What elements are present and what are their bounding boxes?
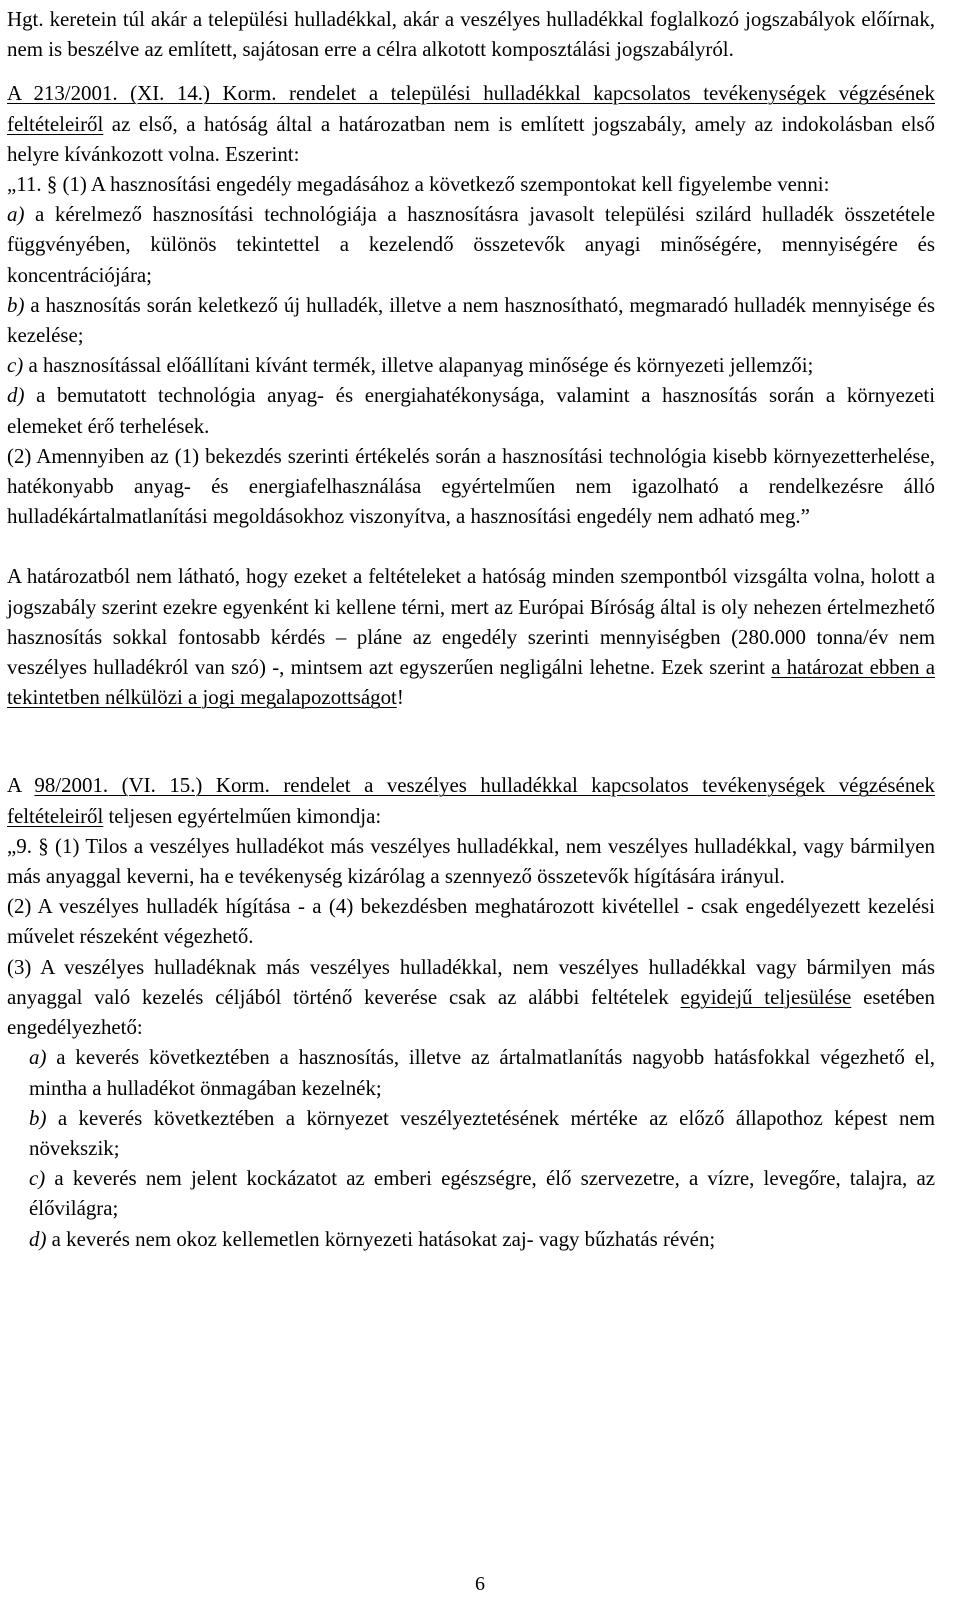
paragraph-text: ! bbox=[396, 685, 404, 710]
list-marker: d) bbox=[29, 1226, 47, 1251]
list-item-text: a hasznosítás során keletkező új hulladék, illetve a nem hasznosítható, megmaradó hulladék mennyisége és kezelése; bbox=[7, 292, 935, 348]
regulation-title-underlined: 98/2001. (VI. 15.) Korm. rendelet a veszélyes hulladékkal kapcsolatos tevékenységek végzésének feltételeiről bbox=[7, 773, 935, 828]
list-item-d bbox=[7, 380, 935, 440]
paragraph bbox=[7, 4, 935, 64]
underlined-conclusion: a határozat ebben a tekintetben nélkülözi a jogi megalapozottságot bbox=[7, 655, 936, 710]
regulation-title-underlined: A 213/2001. (XI. 14.) Korm. rendelet a települési hulladékkal kapcsolatos tevékenységek végzésének feltételeiről bbox=[7, 81, 935, 136]
list-marker: a) bbox=[7, 202, 25, 227]
quote-section-9 bbox=[7, 831, 935, 891]
list-marker: b) bbox=[7, 292, 25, 317]
list-item-c bbox=[7, 1163, 935, 1223]
page-number: 6 bbox=[475, 1573, 485, 1595]
paragraph-text: A határozatból nem látható, hogy ezeket a feltételeket a hatóság minden szempontból vizsgálta volna, holott a jogszabály szerint ezekre egyenként ki kellene térni, mert az Európai Bíróság által is oly nehezen értelmezhető hasznosítás sokkal fontosabb kérdés – pláne az engedély szerinti mennyiségben (280.000 tonna/év nem veszélyes hulladékról van szó) -, mintsem azt egyszerűen negligálni lehetne. Ezek szerint bbox=[7, 564, 935, 680]
list-item-a bbox=[7, 199, 935, 290]
list-item-text: a hasznosítással előállítani kívánt termék, illetve alapanyag minősége és környezeti jellemzői; bbox=[23, 353, 814, 378]
paragraph-assessment bbox=[7, 561, 935, 712]
list-marker: a) bbox=[29, 1045, 47, 1070]
paragraph-text: Hgt. keretein túl akár a települési hulladékkal, akár a veszélyes hulladékkal foglalkozó jogszabályok előírnak, nem is beszélve az említett, sajátosan erre a célra alkotott komposztálási jogszabályról. bbox=[7, 7, 935, 62]
paragraph-text: „9. § (1) Tilos a veszélyes hulladékot más veszélyes hulladékkal, nem veszélyes hulladékkal, vagy bármilyen más anyaggal keverni, ha e tevékenység kizárólag a szennyező összetevők hígítására irányul. bbox=[7, 833, 935, 889]
list-item-text: a keverés következtében a környezet veszélyeztetésének mértéke az előző állapothoz képest nem növekszik; bbox=[29, 1105, 935, 1160]
underlined-phrase: egyidejű teljesülése bbox=[680, 984, 852, 1009]
list-item-b bbox=[7, 1103, 935, 1163]
list-item-text: a bemutatott technológia anyag- és energiahatékonysága, valamint a hasznosítás során a környezeti elemeket érő terhelések. bbox=[7, 383, 935, 438]
paragraph-98-2001 bbox=[7, 770, 935, 830]
paragraph-3 bbox=[7, 952, 935, 1043]
list-item-text: a keverés nem okoz kellemetlen környezeti hatásokat zaj- vagy bűzhatás révén; bbox=[46, 1226, 716, 1251]
paragraph-text: az első, a hatóság által a határozatban nem is említett jogszabály, amely az indokolásban első helyre kívánkozott volna. Eszerint: bbox=[7, 111, 935, 166]
paragraph-213-2001 bbox=[7, 78, 935, 169]
paragraph-2 bbox=[7, 441, 935, 532]
list-item-c bbox=[7, 350, 935, 380]
list-item-d bbox=[7, 1224, 935, 1254]
paragraph-text: A bbox=[7, 773, 35, 798]
list-marker: c) bbox=[29, 1166, 46, 1191]
list-item-text: a kérelmező hasznosítási technológiája a hasznosításra javasolt települési szilárd hulladék összetétele függvényében, különös tekintettel a kezelendő összetevők anyagi minőségére, mennyiségére és koncentrációjára; bbox=[7, 202, 935, 287]
document-page bbox=[7, 0, 935, 1254]
list-item-text: a keverés nem jelent kockázatot az emberi egészségre, élő szervezetre, a vízre, levegőre, talajra, az élővilágra; bbox=[29, 1166, 935, 1221]
list-marker: c) bbox=[7, 353, 24, 378]
list-marker: b) bbox=[29, 1105, 47, 1130]
list-marker: d) bbox=[7, 383, 25, 408]
paragraph-text: (3) A veszélyes hulladéknak más veszélyes hulladékkal, nem veszélyes hulladékkal vagy bármilyen más anyaggal való kezelés céljából történő keverése csak az alábbi feltételek bbox=[7, 954, 935, 1009]
paragraph-text: (2) Amennyiben az (1) bekezdés szerinti értékelés során a hasznosítási technológia kisebb környezetterhelése, hatékonyabb anyag- és energiafelhasználása egyértelműen nem igazolható a rendelkezésre álló hulladékártalmatlanítási megoldásokhoz viszonyítva, a hasznosítási engedély nem adható meg.” bbox=[7, 443, 935, 529]
paragraph-text: esetében engedélyezhető: bbox=[7, 984, 936, 1040]
list-item-a bbox=[7, 1042, 935, 1102]
list-item-text: a keverés következtében a hasznosítás, illetve az ártalmatlanítás nagyobb hatásfokkal végezhető el, mintha a hulladékot önmagában kezelnék; bbox=[29, 1045, 935, 1100]
quote-section-11 bbox=[7, 169, 935, 199]
list-item-b bbox=[7, 290, 935, 350]
paragraph-text: „11. § (1) A hasznosítási engedély megadásához a következő szempontokat kell figyelembe venni: bbox=[7, 172, 830, 197]
paragraph-text: (2) A veszélyes hulladék hígítása - a (4) bekezdésben meghatározott kivétellel - csak engedélyezett kezelési művelet részeként végezhető. bbox=[7, 894, 935, 949]
paragraph-text: teljesen egyértelműen kimondja: bbox=[103, 803, 382, 828]
paragraph-2 bbox=[7, 891, 935, 951]
